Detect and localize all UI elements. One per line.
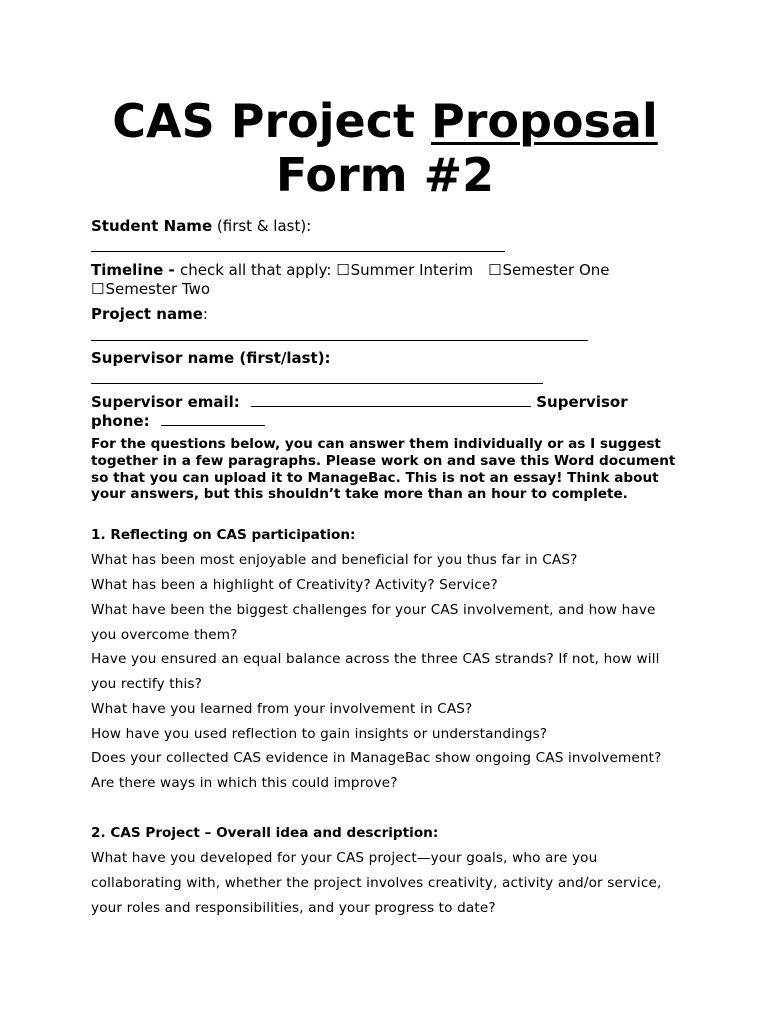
section-2-heading: 2. CAS Project – Overall idea and description: — [91, 825, 439, 841]
section-2-line: your roles and responsibilities, and your progress to date? — [91, 900, 496, 916]
supervisor-email-label: Supervisor email: — [91, 393, 240, 411]
student-name-label: Student Name — [91, 217, 213, 235]
section-1-line: you overcome them? — [91, 627, 238, 643]
section-1-line: What has been most enjoyable and beneficial for you thus far in CAS? — [91, 552, 578, 568]
section-1-line: Does your collected CAS evidence in ManageBac show ongoing CAS involvement? — [91, 750, 662, 766]
supervisor-phone-line[interactable] — [161, 413, 265, 426]
title-line-1 — [0, 94, 770, 148]
option-summer-interim: Summer Interim — [350, 261, 474, 279]
checkbox-icon: ☐ — [488, 261, 502, 279]
section-1-line: you rectify this? — [91, 676, 203, 692]
section-1-line: What have been the biggest challenges for your CAS involvement, and how have — [91, 602, 656, 618]
timeline-label: Timeline - — [91, 261, 180, 279]
section-2-line: collaborating with, whether the project involves creativity, activity and/or service, — [91, 875, 662, 891]
checkbox-semester-two[interactable] — [91, 280, 210, 298]
checkbox-icon: ☐ — [91, 280, 105, 298]
timeline-row — [91, 261, 691, 299]
page-title — [0, 94, 770, 202]
section-1-line: Are there ways in which this could improve? — [91, 775, 398, 791]
supervisor-email-line[interactable] — [251, 394, 531, 407]
section-1-heading: 1. Reflecting on CAS participation: — [91, 527, 356, 543]
section-1-line: Have you ensured an equal balance across the three CAS strands? If not, how will — [91, 651, 660, 667]
title-text-underlined: Proposal — [431, 94, 658, 148]
option-semester-one: Semester One — [502, 261, 610, 279]
project-name-colon: : — [202, 305, 208, 323]
supervisor-phone-label-a: Supervisor — [536, 393, 628, 411]
title-line-2: Form #2 — [275, 148, 495, 202]
project-name-row — [91, 305, 681, 324]
project-name-label: Project name — [91, 305, 203, 323]
checkbox-semester-one[interactable] — [488, 261, 609, 279]
student-name-hint: (first & last): — [212, 217, 312, 235]
instructions-paragraph: For the questions below, you can answer them individually or as I suggest together in a few paragraphs. Please work on and save this Word document so that you can upload it to ManageBac. This is not an essay! Think about your answers, but this shouldn’t take more than an hour to complete. — [91, 436, 676, 503]
section-1-line: How have you used reflection to gain insights or understandings? — [91, 726, 548, 742]
option-semester-two: Semester Two — [105, 280, 211, 298]
student-name-row — [91, 217, 681, 236]
section-1-line: What has been a highlight of Creativity? Activity? Service? — [91, 577, 498, 593]
timeline-prompt: check all that apply: — [179, 261, 337, 279]
student-name-line[interactable] — [91, 251, 505, 252]
section-1-line: What have you learned from your involvement in CAS? — [91, 701, 473, 717]
supervisor-phone-label-b: phone: — [91, 412, 150, 430]
checkbox-summer-interim[interactable] — [336, 261, 473, 279]
supervisor-name-line[interactable] — [91, 383, 543, 384]
section-2-line: What have you developed for your CAS project—your goals, who are you — [91, 850, 598, 866]
supervisor-contact-row — [91, 393, 651, 431]
checkbox-icon: ☐ — [336, 261, 350, 279]
supervisor-name-label: Supervisor name (first/last): — [91, 349, 331, 367]
title-text-a: CAS Project — [112, 94, 431, 148]
project-name-line[interactable] — [91, 340, 588, 341]
supervisor-name-row — [91, 349, 681, 368]
